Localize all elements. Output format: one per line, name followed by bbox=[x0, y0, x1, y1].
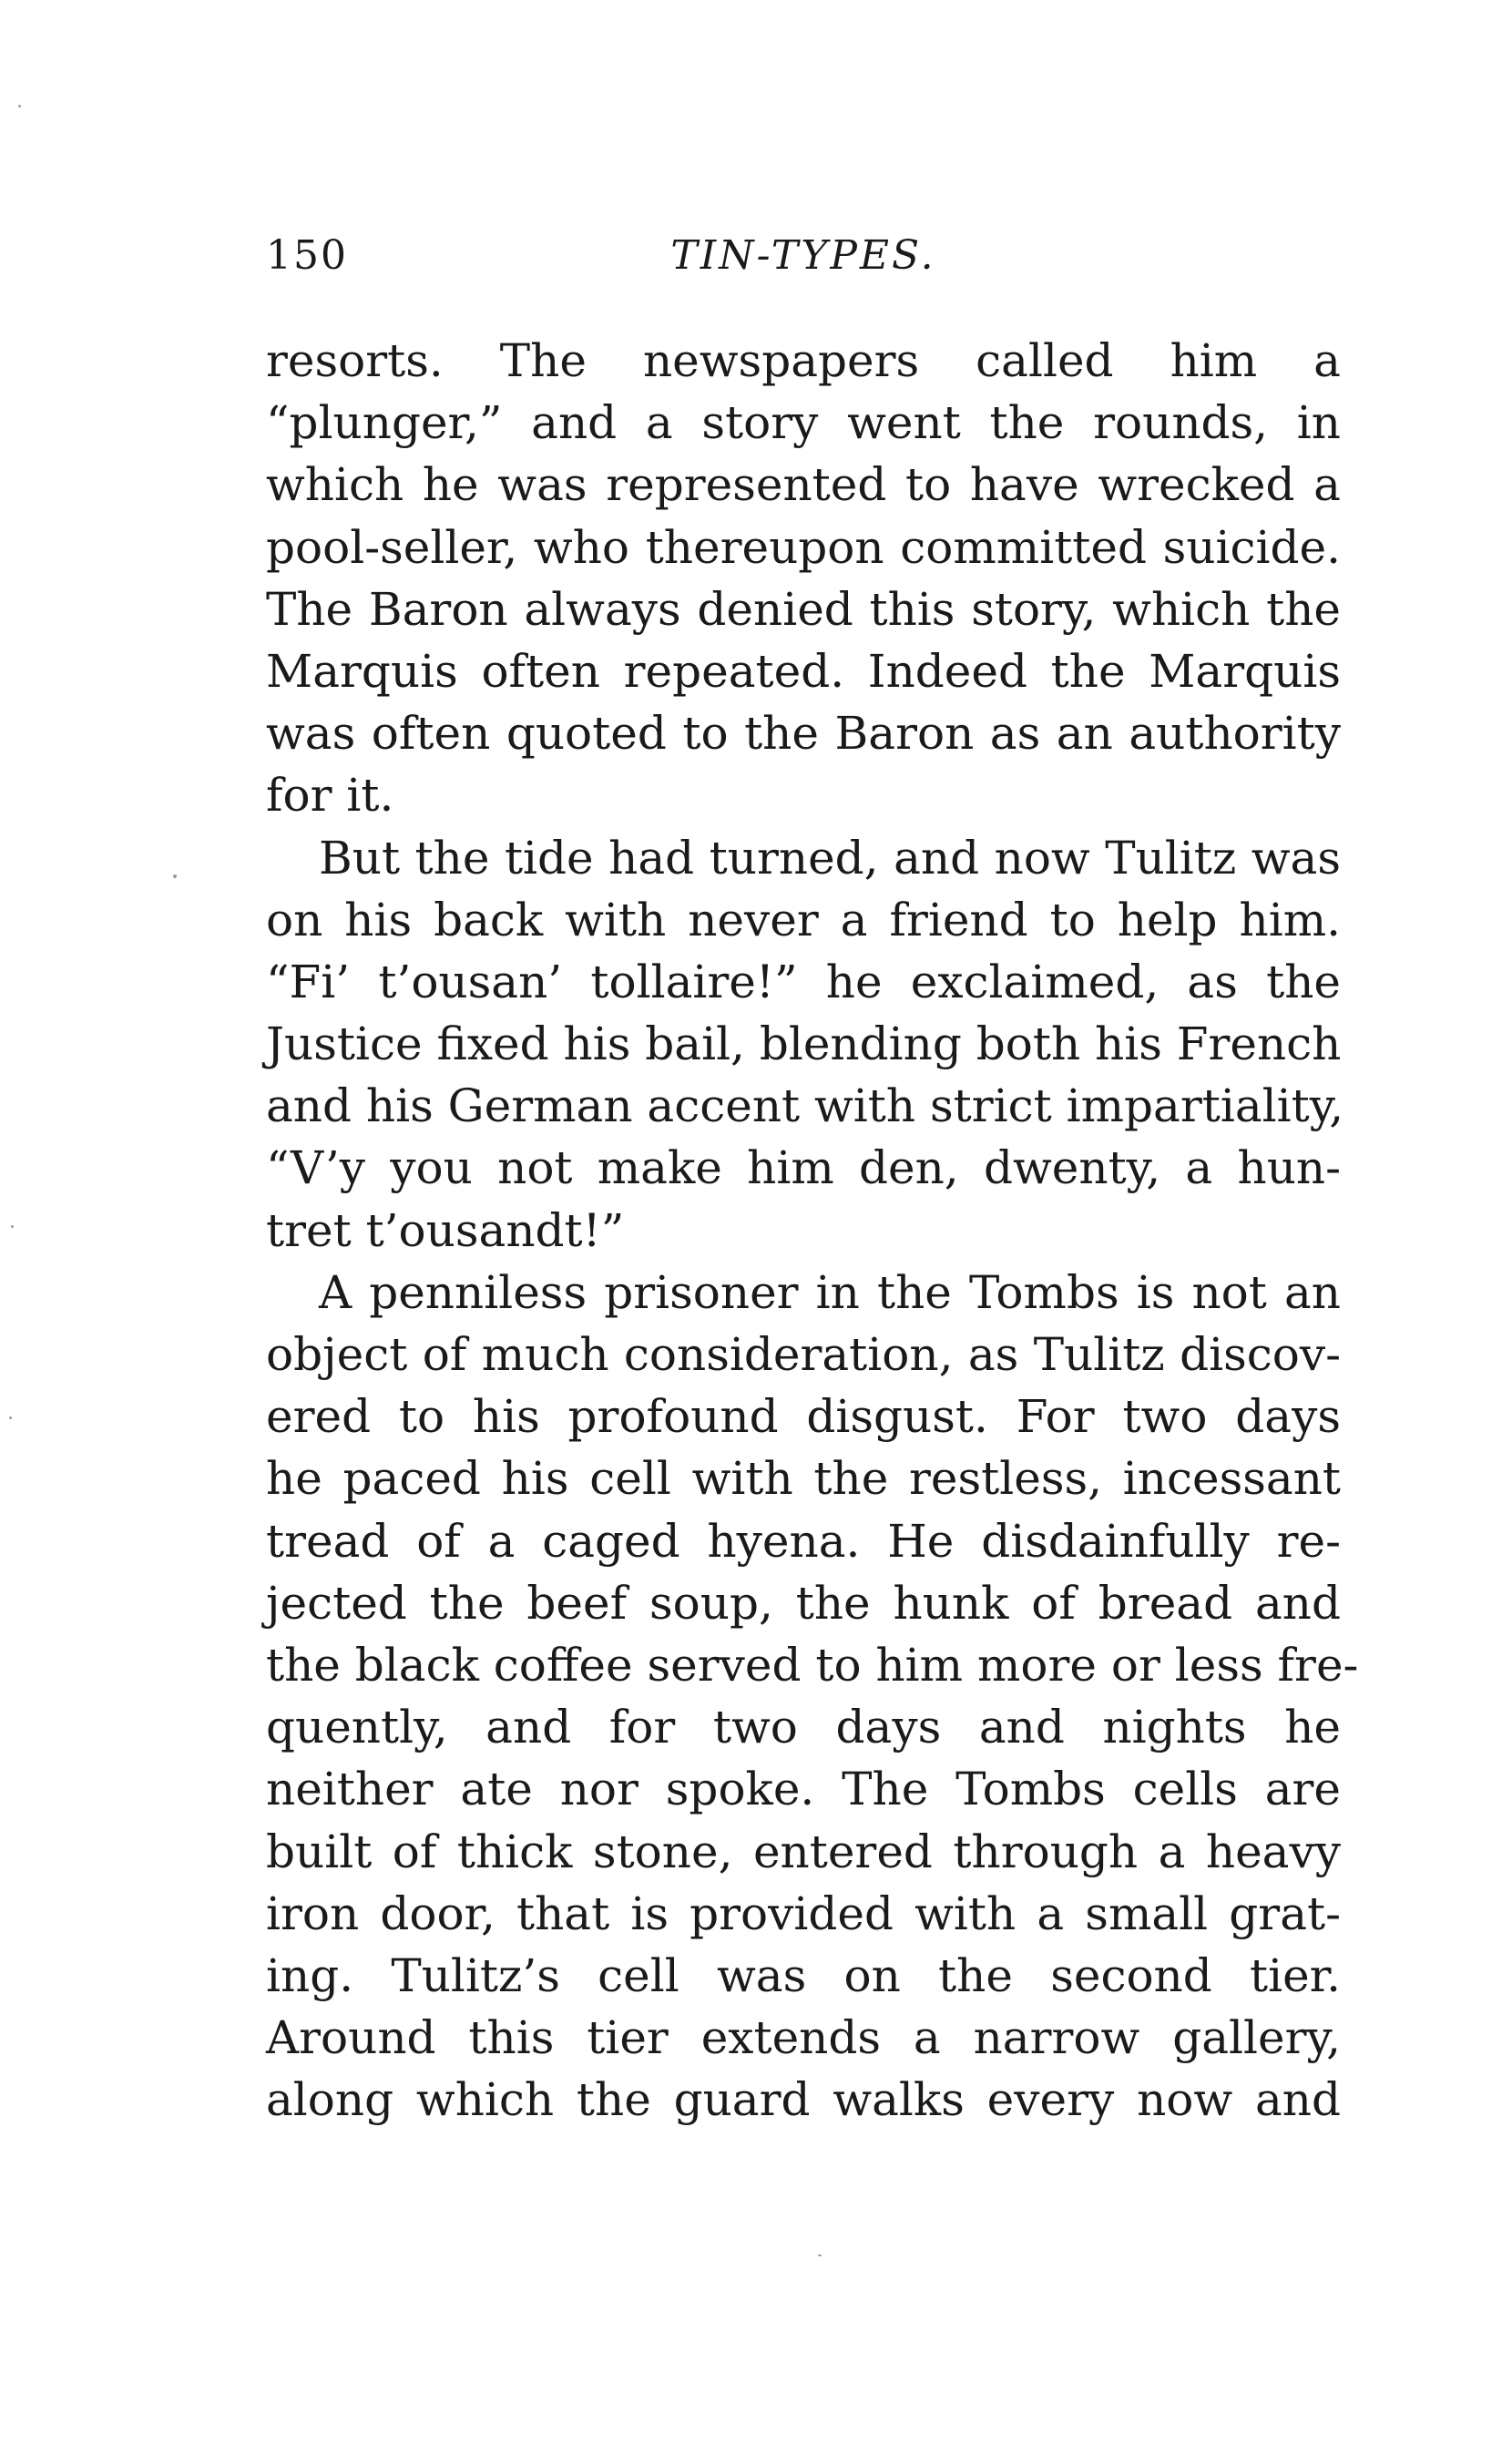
text-line: which he was represented to have wrecked a bbox=[266, 458, 1341, 512]
paragraph-1 bbox=[266, 330, 1341, 827]
text-line: for it. bbox=[266, 769, 394, 823]
text-line: But the tide had turned, and now Tulitz was bbox=[319, 831, 1341, 884]
text-line: iron door, that is provided with a small grat- bbox=[266, 1887, 1341, 1940]
text-line: along which the guard walks every now and bbox=[266, 2073, 1341, 2127]
text-line: neither ate nor spoke. The Tombs cells are bbox=[266, 1763, 1341, 1816]
text-line: Justice fixed his bail, blending both his French bbox=[266, 1017, 1342, 1071]
text-line: object of much consideration, as Tulitz discov- bbox=[266, 1328, 1341, 1381]
text-line: A penniless prisoner in the Tombs is not an bbox=[319, 1265, 1341, 1319]
text-line: ered to his profound disgust. For two days bbox=[266, 1390, 1341, 1444]
text-line: ing. Tulitz’s cell was on the second tier. bbox=[266, 1948, 1341, 2002]
text-line: tret t’ousandt!” bbox=[266, 1203, 625, 1257]
text-line: Marquis often repeated. Indeed the Marquis bbox=[266, 644, 1341, 698]
text-line: was often quoted to the Baron as an authority bbox=[266, 707, 1341, 761]
text-line: jected the beef soup, the hunk of bread and bbox=[266, 1576, 1341, 1630]
speck bbox=[11, 1225, 14, 1228]
text-line: resorts. The newspapers called him a bbox=[266, 334, 1341, 387]
speck bbox=[173, 874, 177, 878]
text-line: “V’y you not make him den, dwenty, a hun- bbox=[266, 1141, 1341, 1195]
speck bbox=[18, 105, 21, 107]
paragraph-2 bbox=[266, 827, 1344, 1262]
text-line: quently, and for two days and nights he bbox=[266, 1701, 1341, 1754]
paragraph-3 bbox=[266, 1262, 1359, 2132]
text-line: built of thick stone, entered through a heavy bbox=[266, 1825, 1341, 1878]
text-line: “plunger,” and a story went the rounds, in bbox=[266, 396, 1341, 450]
text-line: pool-seller, who thereupon committed suicide. bbox=[266, 520, 1341, 574]
running-title: TIN-TYPES. bbox=[670, 232, 936, 279]
text-line: and his German accent with strict impartiality, bbox=[266, 1079, 1344, 1133]
body-text bbox=[266, 330, 1359, 2131]
text-line: “Fi’ t’ousan’ tollaire!” he exclaimed, as the bbox=[266, 955, 1341, 1008]
speck bbox=[818, 2255, 822, 2256]
text-line: Around this tier extends a narrow gallery, bbox=[266, 2011, 1341, 2065]
page-number: 150 bbox=[266, 232, 348, 279]
text-line: The Baron always denied this story, which the bbox=[266, 582, 1341, 636]
text-line: the black coffee served to him more or less fre- bbox=[266, 1638, 1359, 1692]
text-line: he paced his cell with the restless, incessant bbox=[266, 1452, 1341, 1506]
text-line: on his back with never a friend to help him. bbox=[266, 893, 1341, 946]
speck bbox=[9, 1416, 12, 1419]
page-header bbox=[266, 232, 1341, 287]
text-line: tread of a caged hyena. He disdainfully re- bbox=[266, 1514, 1341, 1568]
